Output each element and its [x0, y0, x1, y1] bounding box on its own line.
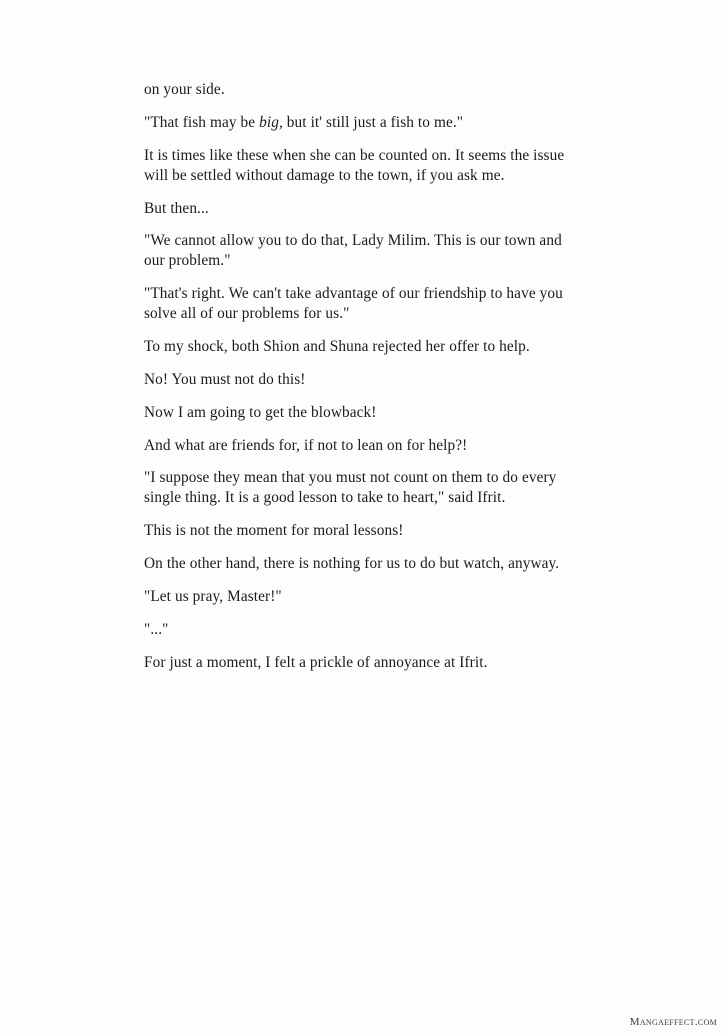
paragraph: To my shock, both Shion and Shuna rejected her offer to help.: [144, 337, 530, 355]
paragraph: It is times like these when she can be counted on. It seems the issue will be settled without damage to the town, if you ask me.: [144, 146, 565, 184]
paragraph: For just a moment, I felt a prickle of annoyance at Ifrit.: [144, 653, 488, 671]
paragraph: This is not the moment for moral lessons!: [144, 522, 404, 540]
paragraph: But then...: [144, 199, 209, 217]
paragraph: No! You must not do this!: [144, 370, 306, 388]
paragraph: And what are friends for, if not to lean on for help?!: [144, 436, 468, 454]
paragraph-text-after: but it' still just a fish to me.": [282, 113, 464, 131]
paragraph: "Let us pray, Master!": [144, 587, 282, 605]
paragraph-text-before: "That fish may be: [144, 113, 260, 131]
paragraph: On the other hand, there is nothing for us to do but watch, anyway.: [144, 555, 560, 572]
watermark: [630, 1016, 717, 1028]
paragraph: "I suppose they mean that you must not count on them to do every single thing. It is a good lesson to take to heart," said Ifrit.: [144, 469, 557, 507]
watermark-text: Mangaeffect.com: [629, 1016, 717, 1028]
paragraph: "We cannot allow you to do that, Lady Milim. This is our town and our problem.": [144, 232, 562, 270]
paragraph: Now I am going to get the blowback!: [144, 403, 377, 421]
paragraph: "That's right. We can't take advantage of our friendship to have you solve all of our problems for us.": [144, 285, 563, 322]
paragraph-with-emphasis: [144, 113, 578, 133]
paragraph: on your side.: [144, 81, 225, 98]
paragraph: "...": [144, 620, 169, 638]
emphasis-text: big,: [259, 113, 283, 131]
text-column: [144, 80, 578, 686]
